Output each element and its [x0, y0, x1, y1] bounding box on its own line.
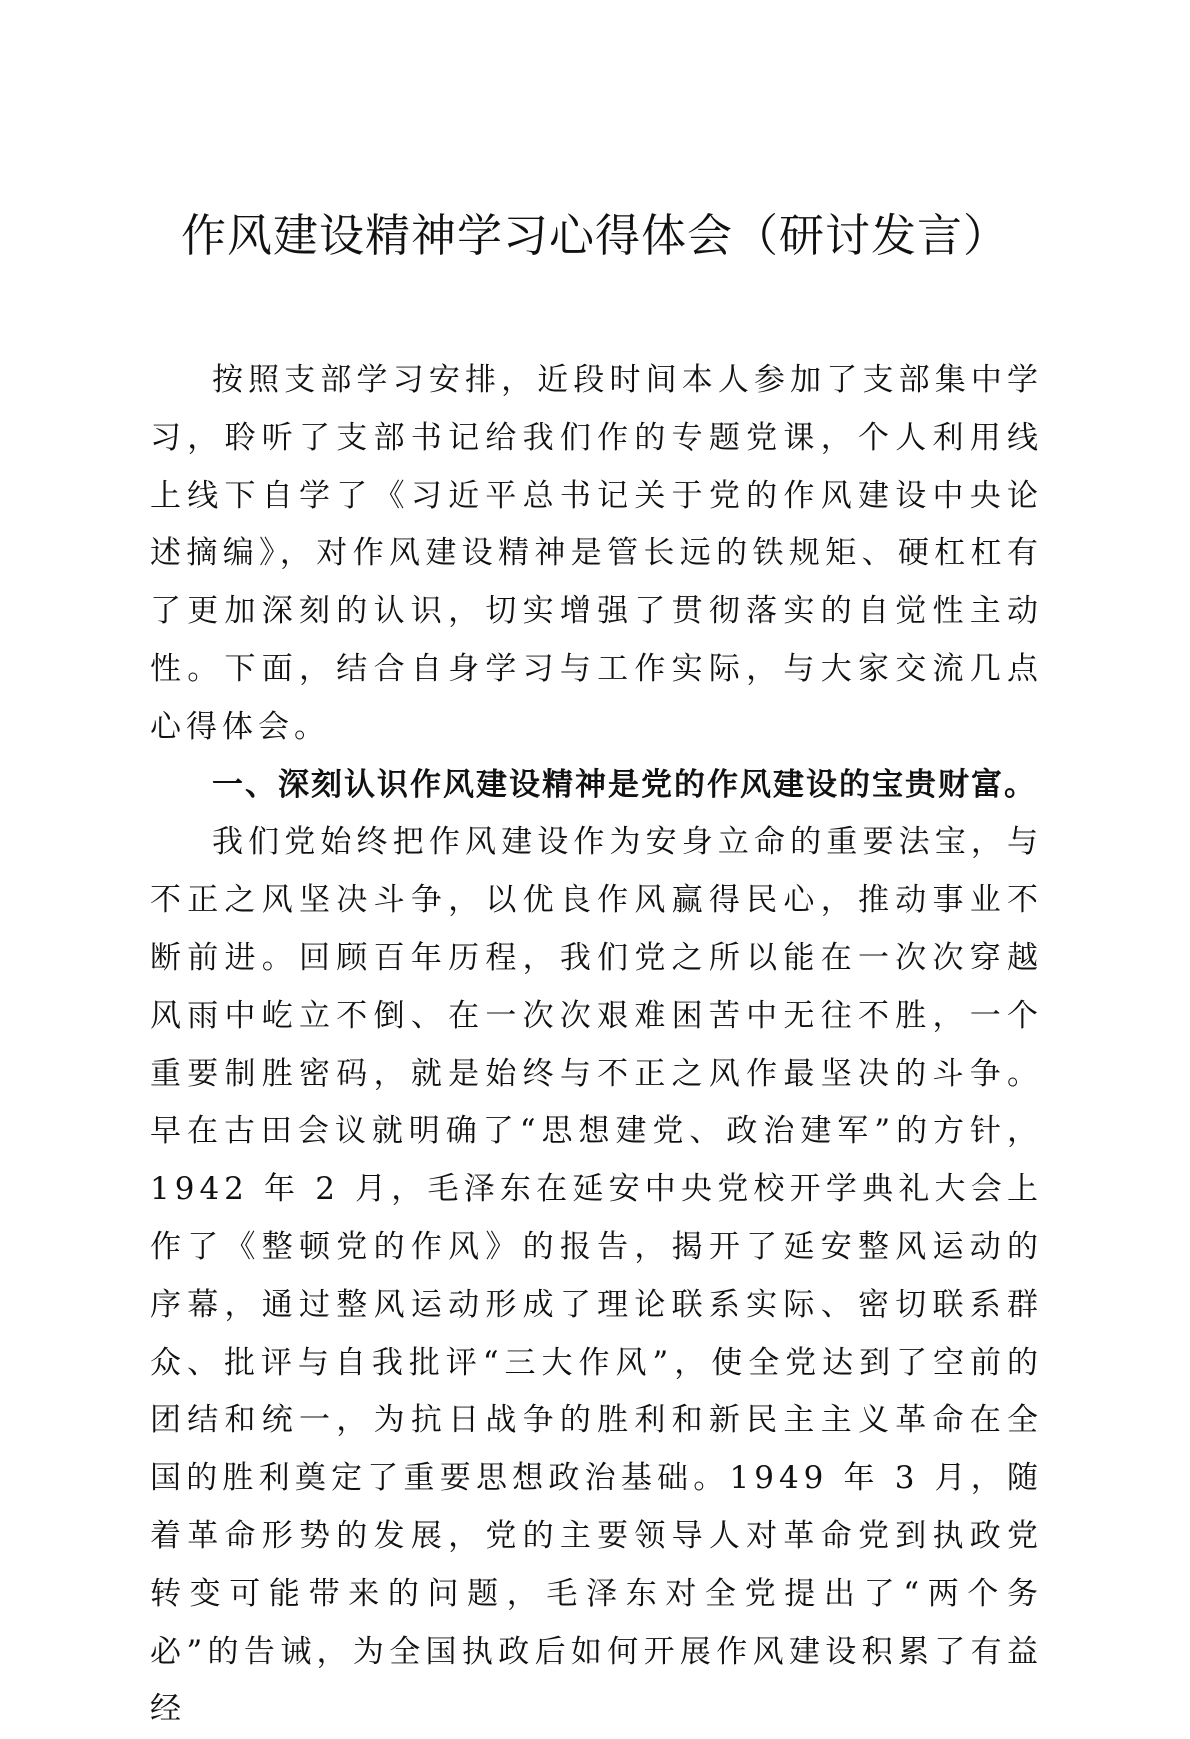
- intro-paragraph: 按照支部学习安排，近段时间本人参加了支部集中学习，聆听了支部书记给我们作的专题党课，个人利用线上线下自学了《习近平总书记关于党的作风建设中央论述摘编》，对作风建设精神是管长远的铁规矩、硬杠杠有了更加深刻的认识，切实增强了贯彻落实的自觉性主动性。下面，结合自身学习与工作实际，与大家交流几点心得体会。: [150, 362, 1043, 745]
- section-heading-1: 一、深刻认识作风建设精神是党的作风建设的宝贵财富。: [212, 766, 1037, 803]
- section-1-paragraph: 我们党始终把作风建设作为安身立命的重要法宝，与不正之风坚决斗争，以优良作风赢得民心，推动事业不断前进。回顾百年历程，我们党之所以能在一次次穿越风雨中屹立不倒、在一次次艰难困苦中无往不胜，一个重要制胜密码，就是始终与不正之风作最坚决的斗争。早在古田会议就明确了“思想建党、政治建军”的方针，1942 年 2 月，毛泽东在延安中央党校开学典礼大会上作了《整顿党的作风》的报告，揭开了延安整风运动的序幕，通过整风运动形成了理论联系实际、密切联系群众、批评与自我批评“三大作风”，使全党达到了空前的团结和统一，为抗日战争的胜利和新民主主义革命在全国的胜利奠定了重要思想政治基础。1949 年 3 月，随着革命形势的发展，党的主要领导人对革命党到执政党转变可能带来的问题，毛泽东对全党提出了“两个务必”的告诫，为全国执政后如何开展作风建设积累了有益经: [150, 824, 1043, 1728]
- document-title: 作风建设精神学习心得体会（研讨发言）: [180, 209, 1009, 262]
- document-body: [150, 352, 1043, 1739]
